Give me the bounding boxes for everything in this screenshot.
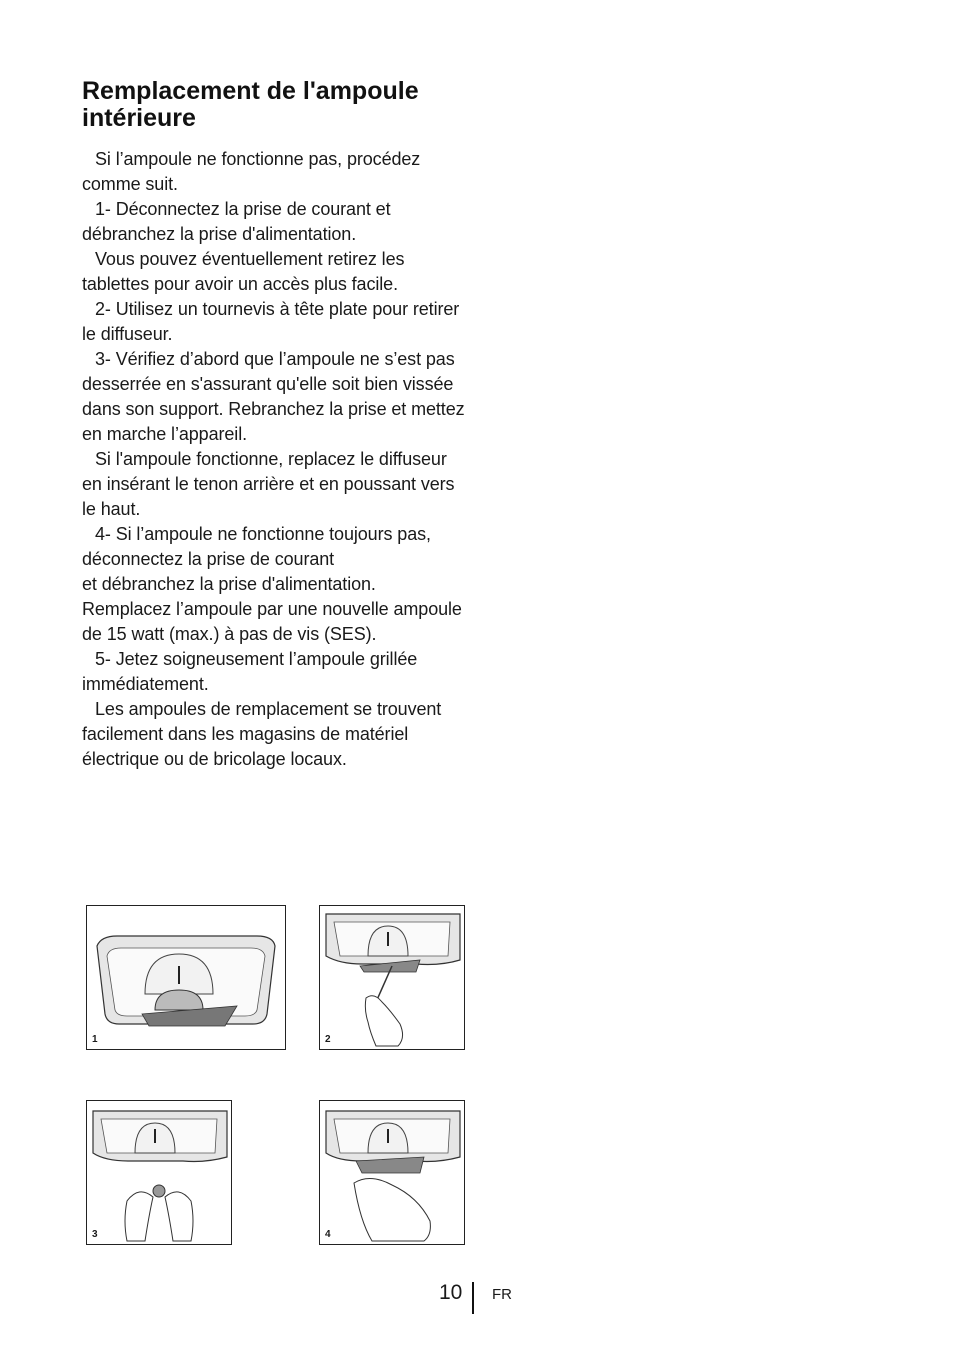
paragraph: Si l'ampoule fonctionne, replacez le diffuseur en insérant le tenon arrière et en poussant vers le haut.	[82, 449, 455, 519]
lamp-housing-illustration	[87, 906, 285, 1049]
paragraph: 3- Vérifiez d’abord que l’ampoule ne s’est pas desserrée en s'assurant qu'elle soit bien vissée dans son support. Rebranchez la prise et mettez en marche l’appareil.	[82, 349, 465, 444]
paragraph: Les ampoules de remplacement se trouvent facilement dans les magasins de matériel électrique ou de bricolage locaux.	[82, 699, 442, 769]
figure-label: 1	[92, 1034, 98, 1045]
paragraph: et débranchez la prise d'alimentation. Remplacez l’ampoule par une nouvelle ampoule de 15 watt (max.) à pas de vis (SES).	[82, 574, 462, 644]
language-code: FR	[492, 1286, 512, 1303]
figure-label: 3	[92, 1229, 98, 1240]
page-number: 10	[439, 1281, 463, 1304]
paragraph: 4- Si l’ampoule ne fonctionne toujours pas, déconnectez la prise de courant	[82, 524, 431, 569]
footer-divider	[472, 1282, 474, 1314]
figure-label: 4	[325, 1229, 331, 1240]
paragraph: Vous pouvez éventuellement retirez les tablettes pour avoir un accès plus facile.	[82, 249, 405, 294]
figure-2	[319, 905, 465, 1050]
screwdriver-illustration	[320, 906, 464, 1049]
instructions-text	[82, 147, 467, 772]
figure-4	[319, 1100, 465, 1245]
paragraph: 2- Utilisez un tournevis à tête plate pour retirer le diffuseur.	[82, 299, 460, 344]
bulb-check-illustration	[87, 1101, 231, 1244]
paragraph: Si l’ampoule ne fonctionne pas, procédez comme suit.	[82, 149, 421, 194]
figure-1	[86, 905, 286, 1050]
figure-label: 2	[325, 1034, 331, 1045]
page-title: Remplacement de l'ampoule intérieure	[82, 77, 419, 132]
paragraph: 5- Jetez soigneusement l’ampoule grillée immédiatement.	[82, 649, 418, 694]
paragraph: 1- Déconnectez la prise de courant et débranchez la prise d'alimentation.	[82, 199, 391, 244]
figure-3	[86, 1100, 232, 1245]
bulb-replace-illustration	[320, 1101, 464, 1244]
